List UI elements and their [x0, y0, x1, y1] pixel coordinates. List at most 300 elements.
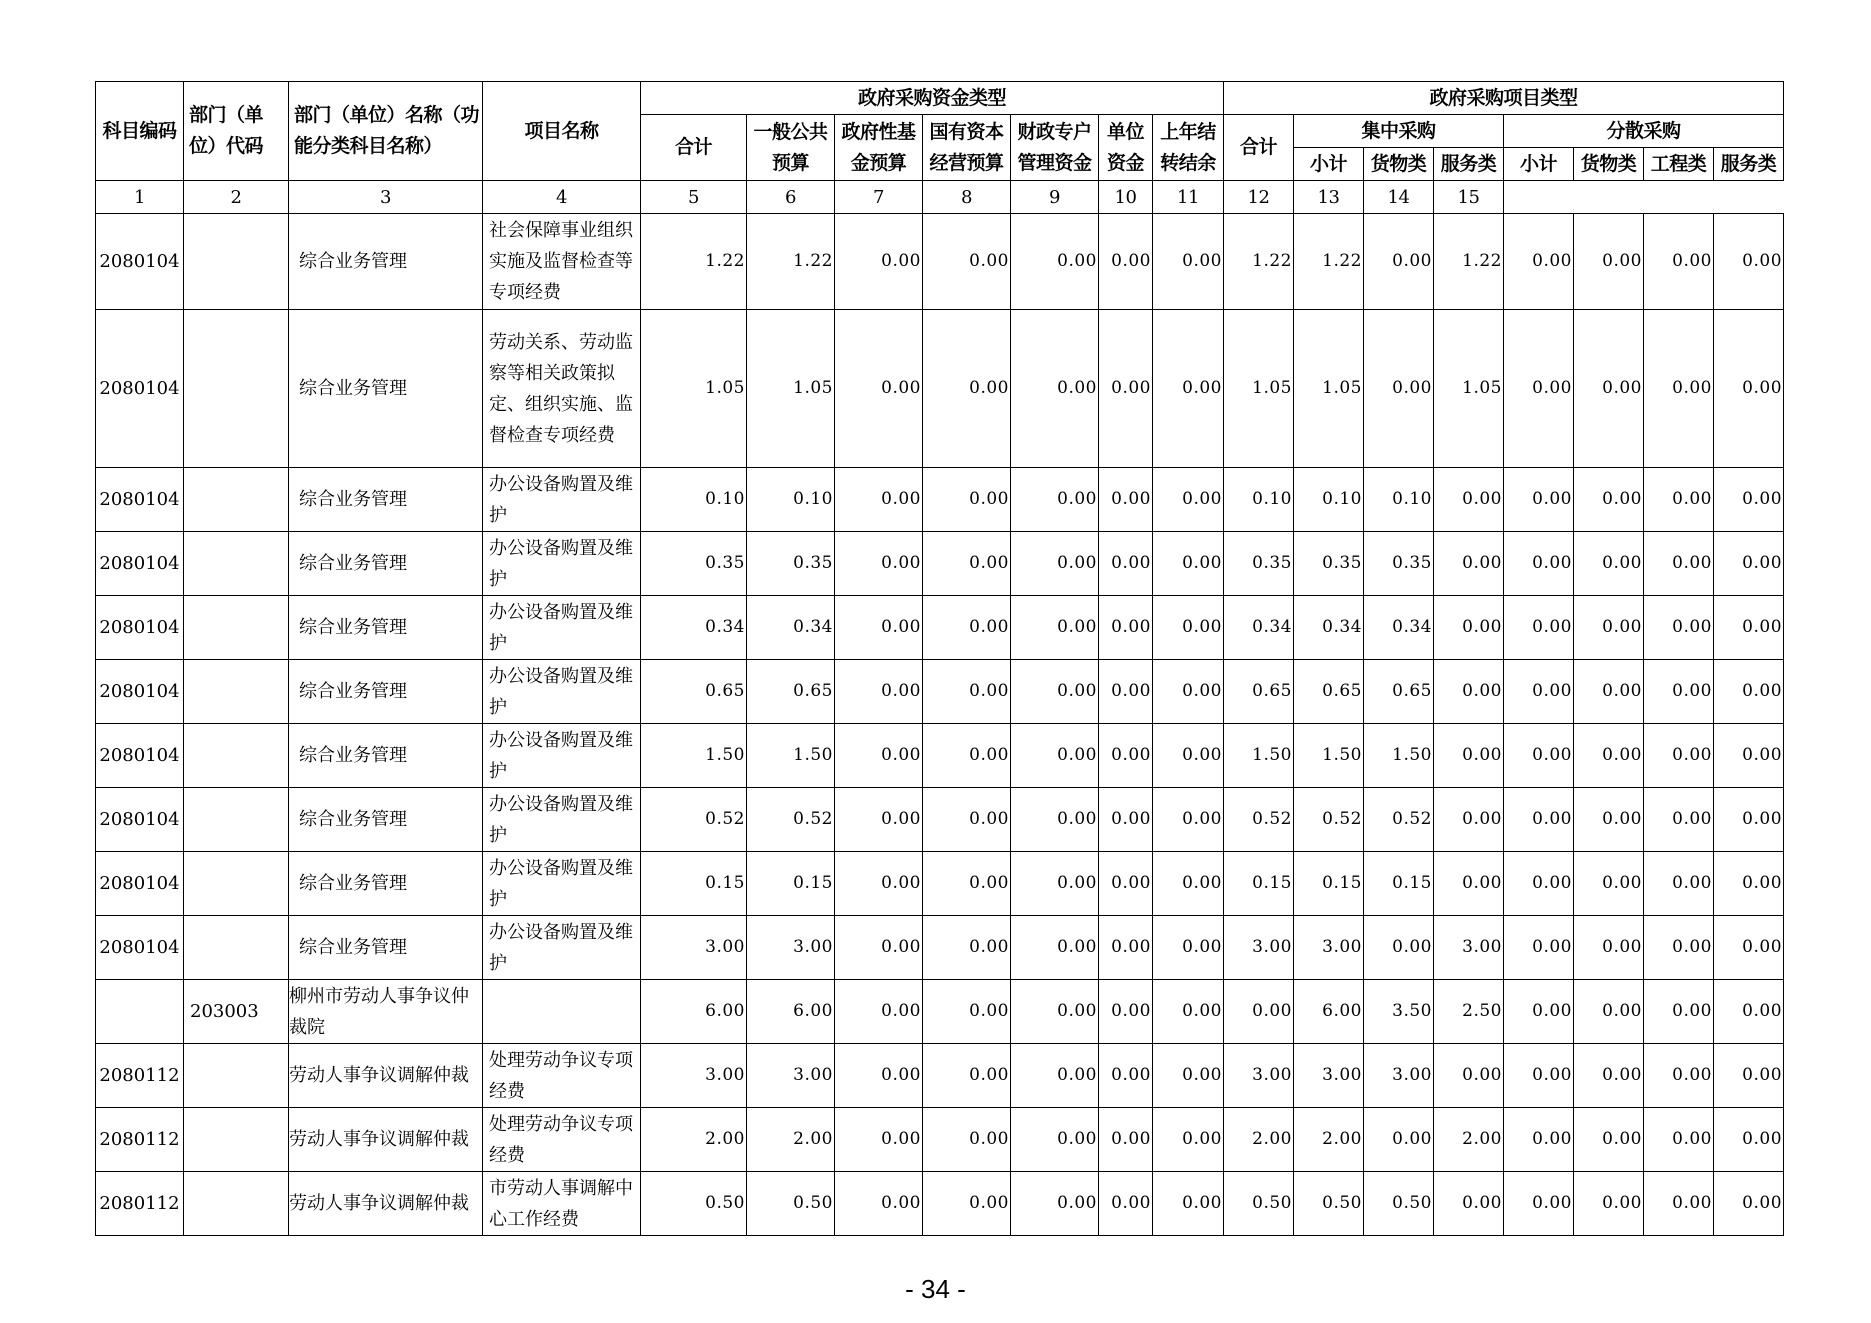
- dept-code-cell: [184, 532, 289, 596]
- table-row: [96, 468, 1784, 532]
- amount-cell: 0.00: [923, 468, 1011, 532]
- dept-name-cell: 综合业务管理: [289, 532, 483, 596]
- amount-cell: 3.50: [1364, 980, 1434, 1044]
- amount-cell: 0.00: [835, 916, 923, 980]
- amount-cell: 0.00: [1574, 852, 1644, 916]
- amount-cell: 0.34: [1224, 596, 1294, 660]
- header-dispersed: 分散采购: [1504, 115, 1784, 148]
- amount-cell: 0.10: [1294, 468, 1364, 532]
- project-name-cell: [483, 980, 641, 1044]
- dept-code-cell: [184, 916, 289, 980]
- column-number: 3: [289, 181, 483, 214]
- amount-cell: 3.00: [1294, 1044, 1364, 1108]
- dept-name-cell: 综合业务管理: [289, 852, 483, 916]
- project-name-cell: 市劳动人事调解中心工作经费: [483, 1172, 641, 1236]
- dept-code-cell: [184, 724, 289, 788]
- table-row: [96, 532, 1784, 596]
- table-row: [96, 916, 1784, 980]
- dept-code-cell: [184, 852, 289, 916]
- amount-cell: 0.00: [1504, 980, 1574, 1044]
- amount-cell: 0.65: [747, 660, 835, 724]
- amount-cell: 0.00: [1714, 1172, 1784, 1236]
- amount-cell: 2.00: [641, 1108, 747, 1172]
- amount-cell: 1.05: [747, 310, 835, 468]
- project-name-cell: 处理劳动争议专项经费: [483, 1108, 641, 1172]
- amount-cell: 0.00: [1099, 660, 1153, 724]
- column-number: 9: [1011, 181, 1099, 214]
- column-number-row: [96, 181, 1784, 214]
- header-dept-code: 部门（单位）代码: [184, 82, 289, 181]
- dept-code-cell: [184, 596, 289, 660]
- amount-cell: 0.00: [1574, 1108, 1644, 1172]
- amount-cell: 0.00: [1504, 1044, 1574, 1108]
- amount-cell: 0.35: [1224, 532, 1294, 596]
- dept-code-cell: [184, 214, 289, 310]
- amount-cell: 0.00: [1504, 852, 1574, 916]
- project-name-cell: 社会保障事业组织实施及监督检查等专项经费: [483, 214, 641, 310]
- amount-cell: 0.65: [1294, 660, 1364, 724]
- header-general-budget: 一般公共预算: [747, 115, 835, 181]
- amount-cell: 2.00: [1224, 1108, 1294, 1172]
- column-number: 5: [641, 181, 747, 214]
- amount-cell: 0.00: [1574, 660, 1644, 724]
- column-number: 2: [184, 181, 289, 214]
- dept-name-cell: 综合业务管理: [289, 596, 483, 660]
- dept-name-cell: 综合业务管理: [289, 214, 483, 310]
- amount-cell: 3.00: [1224, 916, 1294, 980]
- header-fiscal-special: 财政专户管理资金: [1011, 115, 1099, 181]
- amount-cell: 0.52: [747, 788, 835, 852]
- amount-cell: 0.00: [1504, 532, 1574, 596]
- amount-cell: 0.00: [1011, 852, 1099, 916]
- header-project-name: 项目名称: [483, 82, 641, 181]
- amount-cell: 0.00: [1099, 468, 1153, 532]
- amount-cell: 1.22: [1434, 214, 1504, 310]
- amount-cell: 3.00: [1364, 1044, 1434, 1108]
- amount-cell: 0.00: [835, 852, 923, 916]
- amount-cell: 1.05: [1224, 310, 1294, 468]
- amount-cell: 0.00: [1011, 916, 1099, 980]
- amount-cell: 0.00: [1011, 214, 1099, 310]
- amount-cell: 0.00: [1099, 1172, 1153, 1236]
- column-number: 7: [835, 181, 923, 214]
- amount-cell: 0.00: [1644, 1108, 1714, 1172]
- amount-cell: 0.00: [1504, 596, 1574, 660]
- amount-cell: 1.05: [1294, 310, 1364, 468]
- amount-cell: 0.00: [1011, 660, 1099, 724]
- amount-cell: 0.50: [1224, 1172, 1294, 1236]
- amount-cell: 0.00: [835, 1044, 923, 1108]
- amount-cell: 0.52: [1224, 788, 1294, 852]
- amount-cell: 0.00: [1574, 788, 1644, 852]
- amount-cell: 0.35: [747, 532, 835, 596]
- table-row: [96, 852, 1784, 916]
- amount-cell: 0.00: [835, 532, 923, 596]
- project-name-cell: 办公设备购置及维护: [483, 468, 641, 532]
- column-number: 8: [923, 181, 1011, 214]
- amount-cell: 0.00: [1011, 1044, 1099, 1108]
- subject-code-cell: 2080104: [96, 660, 184, 724]
- amount-cell: 0.00: [1644, 660, 1714, 724]
- dept-name-cell: 综合业务管理: [289, 310, 483, 468]
- amount-cell: 0.00: [1153, 596, 1224, 660]
- subject-code-cell: 2080104: [96, 916, 184, 980]
- amount-cell: 0.00: [923, 596, 1011, 660]
- amount-cell: 0.00: [1644, 916, 1714, 980]
- header-services-11: 服务类: [1434, 148, 1504, 181]
- subject-code-cell: 2080104: [96, 468, 184, 532]
- header-carryover: 上年结转结余: [1153, 115, 1224, 181]
- amount-cell: 0.00: [1153, 980, 1224, 1044]
- amount-cell: 0.00: [1574, 1044, 1644, 1108]
- amount-cell: 0.00: [1644, 980, 1714, 1044]
- amount-cell: 0.00: [835, 1172, 923, 1236]
- header-state-capital-budget: 国有资本经营预算: [923, 115, 1011, 181]
- amount-cell: 0.00: [1153, 724, 1224, 788]
- dept-name-cell: 综合业务管理: [289, 660, 483, 724]
- amount-cell: 0.00: [1714, 532, 1784, 596]
- amount-cell: 0.34: [1294, 596, 1364, 660]
- header-dept-name: 部门（单位）名称（功能分类科目名称）: [289, 82, 483, 181]
- amount-cell: 0.00: [1504, 310, 1574, 468]
- dept-name-cell: 综合业务管理: [289, 788, 483, 852]
- dept-code-cell: [184, 1172, 289, 1236]
- amount-cell: 0.35: [1294, 532, 1364, 596]
- amount-cell: 0.00: [1153, 310, 1224, 468]
- amount-cell: 0.00: [835, 596, 923, 660]
- amount-cell: 0.10: [1364, 468, 1434, 532]
- amount-cell: 0.00: [1099, 532, 1153, 596]
- amount-cell: 0.00: [1434, 852, 1504, 916]
- amount-cell: 0.00: [923, 1108, 1011, 1172]
- amount-cell: 1.05: [1434, 310, 1504, 468]
- table-row: [96, 1108, 1784, 1172]
- amount-cell: 1.50: [1364, 724, 1434, 788]
- subject-code-cell: 2080112: [96, 1172, 184, 1236]
- project-name-cell: 办公设备购置及维护: [483, 532, 641, 596]
- table-row: [96, 1044, 1784, 1108]
- amount-cell: 0.00: [923, 1044, 1011, 1108]
- amount-cell: 3.00: [747, 1044, 835, 1108]
- project-name-cell: 办公设备购置及维护: [483, 916, 641, 980]
- amount-cell: 0.00: [1574, 916, 1644, 980]
- procurement-table: [95, 81, 1784, 1236]
- subject-code-cell: 2080104: [96, 724, 184, 788]
- amount-cell: 0.00: [1364, 1108, 1434, 1172]
- amount-cell: 0.00: [835, 660, 923, 724]
- project-name-cell: 办公设备购置及维护: [483, 788, 641, 852]
- subject-code-cell: 2080104: [96, 214, 184, 310]
- amount-cell: 0.00: [923, 1172, 1011, 1236]
- dept-name-cell: 综合业务管理: [289, 724, 483, 788]
- amount-cell: 0.00: [1644, 1172, 1714, 1236]
- amount-cell: 0.15: [747, 852, 835, 916]
- amount-cell: 0.00: [1644, 310, 1714, 468]
- amount-cell: 0.00: [1434, 468, 1504, 532]
- amount-cell: 0.00: [1714, 214, 1784, 310]
- column-number: 11: [1153, 181, 1224, 214]
- amount-cell: 0.00: [1504, 660, 1574, 724]
- amount-cell: 0.00: [1153, 852, 1224, 916]
- amount-cell: 0.35: [641, 532, 747, 596]
- table-row: [96, 310, 1784, 468]
- column-number: 10: [1099, 181, 1153, 214]
- amount-cell: 0.00: [1434, 596, 1504, 660]
- amount-cell: 0.00: [835, 1108, 923, 1172]
- header-subtotal-9: 小计: [1294, 148, 1364, 181]
- amount-cell: 0.00: [1714, 660, 1784, 724]
- amount-cell: 0.15: [1224, 852, 1294, 916]
- amount-cell: 1.50: [1224, 724, 1294, 788]
- amount-cell: 0.00: [1011, 1172, 1099, 1236]
- amount-cell: 0.00: [1714, 724, 1784, 788]
- amount-cell: 0.00: [1153, 532, 1224, 596]
- amount-cell: 2.00: [1434, 1108, 1504, 1172]
- subject-code-cell: 2080104: [96, 596, 184, 660]
- amount-cell: 1.50: [747, 724, 835, 788]
- amount-cell: 0.00: [1644, 532, 1714, 596]
- header-total-1: 合计: [641, 115, 747, 181]
- column-number: 13: [1294, 181, 1364, 214]
- amount-cell: 0.00: [1011, 310, 1099, 468]
- subject-code-cell: [96, 980, 184, 1044]
- table-row: [96, 214, 1784, 310]
- dept-code-cell: [184, 1044, 289, 1108]
- amount-cell: 0.00: [1011, 468, 1099, 532]
- amount-cell: 0.00: [1364, 916, 1434, 980]
- amount-cell: 6.00: [641, 980, 747, 1044]
- project-name-cell: 办公设备购置及维护: [483, 852, 641, 916]
- amount-cell: 0.00: [923, 310, 1011, 468]
- amount-cell: 0.00: [1153, 916, 1224, 980]
- amount-cell: 0.00: [1714, 852, 1784, 916]
- amount-cell: 0.00: [1644, 724, 1714, 788]
- column-number: 1: [96, 181, 184, 214]
- amount-cell: 0.00: [1714, 1108, 1784, 1172]
- amount-cell: 3.00: [641, 916, 747, 980]
- amount-cell: 2.50: [1434, 980, 1504, 1044]
- amount-cell: 0.00: [1011, 1108, 1099, 1172]
- dept-code-cell: 203003: [184, 980, 289, 1044]
- amount-cell: 0.15: [1364, 852, 1434, 916]
- amount-cell: 0.50: [1364, 1172, 1434, 1236]
- amount-cell: 0.00: [1714, 596, 1784, 660]
- dept-name-cell: 劳动人事争议调解仲裁: [289, 1172, 483, 1236]
- amount-cell: 0.00: [1099, 214, 1153, 310]
- amount-cell: 0.00: [1644, 596, 1714, 660]
- project-name-cell: 办公设备购置及维护: [483, 660, 641, 724]
- project-name-cell: 劳动关系、劳动监察等相关政策拟定、组织实施、监督检查专项经费: [483, 310, 641, 468]
- amount-cell: 0.00: [1714, 310, 1784, 468]
- amount-cell: 2.00: [747, 1108, 835, 1172]
- table-row: [96, 660, 1784, 724]
- amount-cell: 0.50: [1294, 1172, 1364, 1236]
- dept-name-cell: 劳动人事争议调解仲裁: [289, 1108, 483, 1172]
- amount-cell: 0.00: [1574, 532, 1644, 596]
- amount-cell: 0.00: [1153, 1044, 1224, 1108]
- amount-cell: 1.22: [641, 214, 747, 310]
- header-fund-type-group: 政府采购资金类型: [641, 82, 1224, 115]
- amount-cell: 0.00: [1153, 1172, 1224, 1236]
- amount-cell: 0.50: [641, 1172, 747, 1236]
- amount-cell: 0.00: [1504, 788, 1574, 852]
- amount-cell: 0.00: [1153, 660, 1224, 724]
- amount-cell: 0.00: [1644, 468, 1714, 532]
- subject-code-cell: 2080104: [96, 310, 184, 468]
- amount-cell: 0.00: [1714, 788, 1784, 852]
- amount-cell: 0.00: [1099, 852, 1153, 916]
- subject-code-cell: 2080104: [96, 852, 184, 916]
- amount-cell: 1.05: [641, 310, 747, 468]
- amount-cell: 0.00: [1099, 310, 1153, 468]
- subject-code-cell: 2080112: [96, 1108, 184, 1172]
- amount-cell: 1.22: [1294, 214, 1364, 310]
- amount-cell: 0.00: [1644, 788, 1714, 852]
- header-works-14: 工程类: [1644, 148, 1714, 181]
- amount-cell: 0.00: [923, 214, 1011, 310]
- amount-cell: 0.10: [747, 468, 835, 532]
- amount-cell: 3.00: [1224, 1044, 1294, 1108]
- amount-cell: 0.00: [1574, 468, 1644, 532]
- amount-cell: 0.00: [835, 468, 923, 532]
- amount-cell: 0.00: [1434, 788, 1504, 852]
- amount-cell: 0.00: [1714, 980, 1784, 1044]
- amount-cell: 0.65: [1364, 660, 1434, 724]
- project-name-cell: 办公设备购置及维护: [483, 596, 641, 660]
- amount-cell: 0.00: [1224, 980, 1294, 1044]
- amount-cell: 0.00: [1574, 596, 1644, 660]
- amount-cell: 0.00: [923, 788, 1011, 852]
- header-project-type-group: 政府采购项目类型: [1224, 82, 1784, 115]
- dept-name-cell: 劳动人事争议调解仲裁: [289, 1044, 483, 1108]
- amount-cell: 0.00: [1364, 214, 1434, 310]
- amount-cell: 0.00: [923, 852, 1011, 916]
- header-unit-funds: 单位资金: [1099, 115, 1153, 181]
- amount-cell: 0.00: [1574, 724, 1644, 788]
- amount-cell: 0.00: [835, 788, 923, 852]
- amount-cell: 3.00: [1294, 916, 1364, 980]
- column-number: 12: [1224, 181, 1294, 214]
- amount-cell: 0.00: [923, 724, 1011, 788]
- subject-code-cell: 2080104: [96, 788, 184, 852]
- amount-cell: 0.00: [1574, 1172, 1644, 1236]
- table-row: [96, 980, 1784, 1044]
- amount-cell: 0.00: [1364, 310, 1434, 468]
- dept-code-cell: [184, 1108, 289, 1172]
- dept-name-cell: 柳州市劳动人事争议仲裁院: [289, 980, 483, 1044]
- amount-cell: 0.10: [1224, 468, 1294, 532]
- amount-cell: 0.00: [1011, 532, 1099, 596]
- amount-cell: 0.65: [1224, 660, 1294, 724]
- amount-cell: 0.00: [1434, 1044, 1504, 1108]
- amount-cell: 0.00: [1434, 1172, 1504, 1236]
- dept-code-cell: [184, 468, 289, 532]
- amount-cell: 0.00: [1504, 724, 1574, 788]
- dept-name-cell: 综合业务管理: [289, 468, 483, 532]
- amount-cell: 0.00: [923, 660, 1011, 724]
- amount-cell: 0.00: [1153, 1108, 1224, 1172]
- header-total-8: 合计: [1224, 115, 1294, 181]
- amount-cell: 0.50: [747, 1172, 835, 1236]
- amount-cell: 1.22: [747, 214, 835, 310]
- amount-cell: 0.00: [1099, 788, 1153, 852]
- column-number: 4: [483, 181, 641, 214]
- amount-cell: 0.34: [1364, 596, 1434, 660]
- project-name-cell: 办公设备购置及维护: [483, 724, 641, 788]
- amount-cell: 0.00: [1011, 724, 1099, 788]
- dept-code-cell: [184, 660, 289, 724]
- amount-cell: 0.00: [1574, 980, 1644, 1044]
- table-row: [96, 596, 1784, 660]
- subject-code-cell: 2080104: [96, 532, 184, 596]
- amount-cell: 0.00: [1644, 1044, 1714, 1108]
- amount-cell: 0.35: [1364, 532, 1434, 596]
- amount-cell: 0.00: [1153, 468, 1224, 532]
- amount-cell: 0.52: [1364, 788, 1434, 852]
- table-row: [96, 724, 1784, 788]
- amount-cell: 0.00: [1574, 214, 1644, 310]
- amount-cell: 0.00: [1644, 852, 1714, 916]
- amount-cell: 3.00: [747, 916, 835, 980]
- amount-cell: 0.00: [1099, 1044, 1153, 1108]
- project-name-cell: 处理劳动争议专项经费: [483, 1044, 641, 1108]
- header-services-15: 服务类: [1714, 148, 1784, 181]
- amount-cell: 0.00: [835, 214, 923, 310]
- column-number: 15: [1434, 181, 1504, 214]
- amount-cell: 0.00: [923, 980, 1011, 1044]
- amount-cell: 6.00: [747, 980, 835, 1044]
- amount-cell: 0.00: [1504, 468, 1574, 532]
- subject-code-cell: 2080112: [96, 1044, 184, 1108]
- amount-cell: 0.00: [1099, 724, 1153, 788]
- amount-cell: 3.00: [1434, 916, 1504, 980]
- amount-cell: 0.00: [1504, 1172, 1574, 1236]
- amount-cell: 0.00: [1153, 788, 1224, 852]
- amount-cell: 0.00: [923, 916, 1011, 980]
- amount-cell: 1.22: [1224, 214, 1294, 310]
- amount-cell: 0.00: [1504, 1108, 1574, 1172]
- dept-code-cell: [184, 310, 289, 468]
- header-gov-fund-budget: 政府性基金预算: [835, 115, 923, 181]
- amount-cell: 0.00: [923, 532, 1011, 596]
- amount-cell: 0.00: [1099, 1108, 1153, 1172]
- amount-cell: 6.00: [1294, 980, 1364, 1044]
- header-subject-code: 科目编码: [96, 82, 184, 181]
- amount-cell: 0.00: [1574, 310, 1644, 468]
- amount-cell: 0.34: [641, 596, 747, 660]
- amount-cell: 0.00: [1434, 724, 1504, 788]
- amount-cell: 0.10: [641, 468, 747, 532]
- amount-cell: 0.00: [1504, 214, 1574, 310]
- header-subtotal-12: 小计: [1504, 148, 1574, 181]
- table-row: [96, 788, 1784, 852]
- header-goods-13: 货物类: [1574, 148, 1644, 181]
- amount-cell: 0.52: [1294, 788, 1364, 852]
- amount-cell: 0.00: [1153, 214, 1224, 310]
- header-goods-10: 货物类: [1364, 148, 1434, 181]
- amount-cell: 0.00: [1011, 980, 1099, 1044]
- amount-cell: 0.00: [1099, 916, 1153, 980]
- amount-cell: 0.00: [835, 980, 923, 1044]
- amount-cell: 0.00: [835, 724, 923, 788]
- amount-cell: 0.34: [747, 596, 835, 660]
- amount-cell: 0.00: [1714, 1044, 1784, 1108]
- amount-cell: 1.50: [1294, 724, 1364, 788]
- page-number: - 34 -: [905, 1274, 966, 1304]
- amount-cell: 2.00: [1294, 1108, 1364, 1172]
- amount-cell: 0.15: [641, 852, 747, 916]
- amount-cell: 0.00: [1714, 468, 1784, 532]
